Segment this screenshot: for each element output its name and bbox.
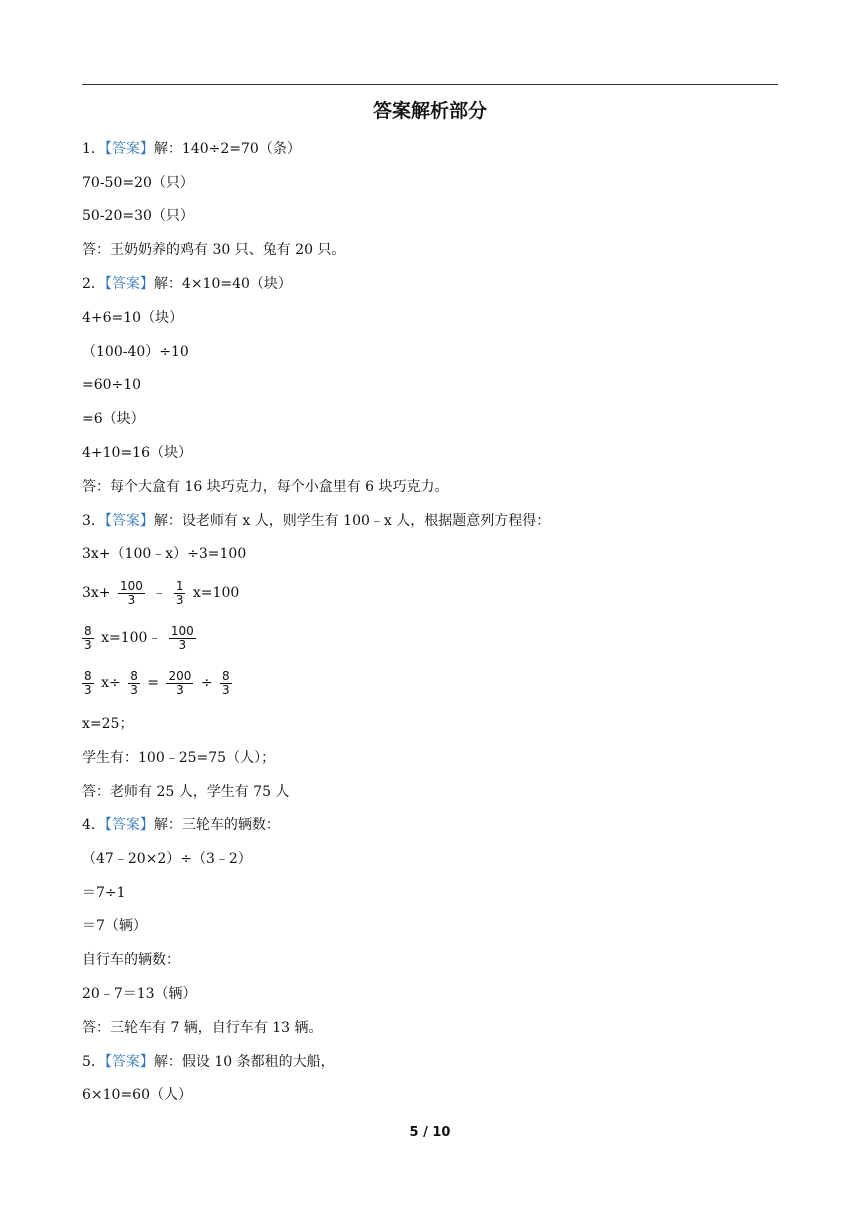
answer-5-heading <box>82 1052 335 1072</box>
solution-line: ＝7÷1 <box>82 885 126 901</box>
page-title: 答案解析部分 <box>372 100 487 122</box>
solution-line: =60÷10 <box>82 377 142 393</box>
header-rule <box>82 84 778 85</box>
eq-text: 3x+ <box>82 585 111 601</box>
eq-text: x÷ <box>101 675 121 691</box>
eq-text: x=100 <box>192 585 240 601</box>
answer-text: 解：三轮车的辆数： <box>153 817 280 833</box>
answer-tag: 【答案】 <box>104 817 154 833</box>
solution-line: 答：每个大盒有 16 块巧克力，每个小盒里有 6 块巧克力。 <box>82 479 449 495</box>
numerator: 1 <box>175 578 184 593</box>
solution-line: 3x+（100﹣x）÷3=100 <box>82 546 247 562</box>
solution-line: 50-20=30（只） <box>82 208 194 224</box>
equation-line <box>82 622 199 654</box>
solution-line: 学生有：100﹣25=75（人）； <box>82 750 276 766</box>
solution-line: 答：三轮车有 7 辆，自行车有 13 辆。 <box>82 1020 323 1036</box>
numerator: 100 <box>120 578 143 593</box>
denominator: 3 <box>84 637 92 652</box>
eq-text: = <box>147 675 160 691</box>
solution-line: =6（块） <box>82 411 145 427</box>
question-number: 3． <box>82 513 105 529</box>
solution-line: 4+6=10（块） <box>82 310 184 326</box>
answer-text: 解：假设 10 条都租的大船， <box>153 1054 335 1070</box>
solution-line: 20﹣7＝13（辆） <box>82 986 197 1002</box>
solution-line: 答：老师有 25 人，学生有 75 人 <box>82 784 290 800</box>
fraction <box>220 670 232 697</box>
answer-tag: 【答案】 <box>104 276 154 292</box>
numerator: 8 <box>130 668 138 683</box>
fraction <box>118 580 145 607</box>
fraction <box>82 625 94 652</box>
eq-text: ﹣ <box>152 585 167 601</box>
solution-line: 自行车的辆数： <box>82 952 180 968</box>
question-number: 1． <box>82 141 105 157</box>
answer-tag: 【答案】 <box>104 141 154 157</box>
solution-line: 6×10=60（人） <box>82 1087 192 1103</box>
solution-line: （47﹣20×2）÷（3﹣2） <box>82 851 252 867</box>
answer-3-heading <box>82 511 550 531</box>
denominator: 3 <box>176 682 184 697</box>
eq-text: x=100﹣ <box>101 630 162 646</box>
numerator: 100 <box>170 623 194 638</box>
solution-line: x=25； <box>82 716 134 732</box>
solution-line: 70-50=20（只） <box>82 175 194 191</box>
fraction <box>174 580 186 607</box>
equation-line <box>82 577 239 609</box>
answer-tag: 【答案】 <box>104 513 154 529</box>
answer-4-heading <box>82 815 280 835</box>
denominator: 3 <box>127 592 136 607</box>
numerator: 8 <box>84 668 92 683</box>
solution-line: ＝7（辆） <box>82 918 147 934</box>
page-number: 5 / 10 <box>409 1125 451 1140</box>
denominator: 3 <box>178 637 187 652</box>
fraction <box>128 670 140 697</box>
solution-line: （100-40）÷10 <box>82 344 189 360</box>
numerator: 8 <box>84 623 92 638</box>
question-number: 5． <box>82 1054 105 1070</box>
answer-1-heading <box>82 139 301 159</box>
denominator: 3 <box>130 682 138 697</box>
answer-2-heading <box>82 274 292 294</box>
question-number: 2． <box>82 276 105 292</box>
answer-text: 解：4×10=40（块） <box>153 276 292 292</box>
equation-line <box>82 667 235 699</box>
fraction <box>169 625 196 652</box>
numerator: 200 <box>168 668 192 683</box>
denominator: 3 <box>222 682 230 697</box>
question-number: 4． <box>82 817 105 833</box>
eq-text: ÷ <box>200 675 213 691</box>
answer-text: 解：140÷2=70（条） <box>153 141 301 157</box>
solution-line: 答：王奶奶养的鸡有 30 只、兔有 20 只。 <box>82 242 346 258</box>
fraction <box>166 670 193 697</box>
denominator: 3 <box>175 592 184 607</box>
fraction <box>82 670 94 697</box>
answer-tag: 【答案】 <box>104 1054 154 1070</box>
answer-text: 解：设老师有 x 人，则学生有 100﹣x 人，根据题意列方程得： <box>153 513 551 529</box>
numerator: 8 <box>222 668 230 683</box>
denominator: 3 <box>84 682 92 697</box>
solution-line: 4+10=16（块） <box>82 445 192 461</box>
